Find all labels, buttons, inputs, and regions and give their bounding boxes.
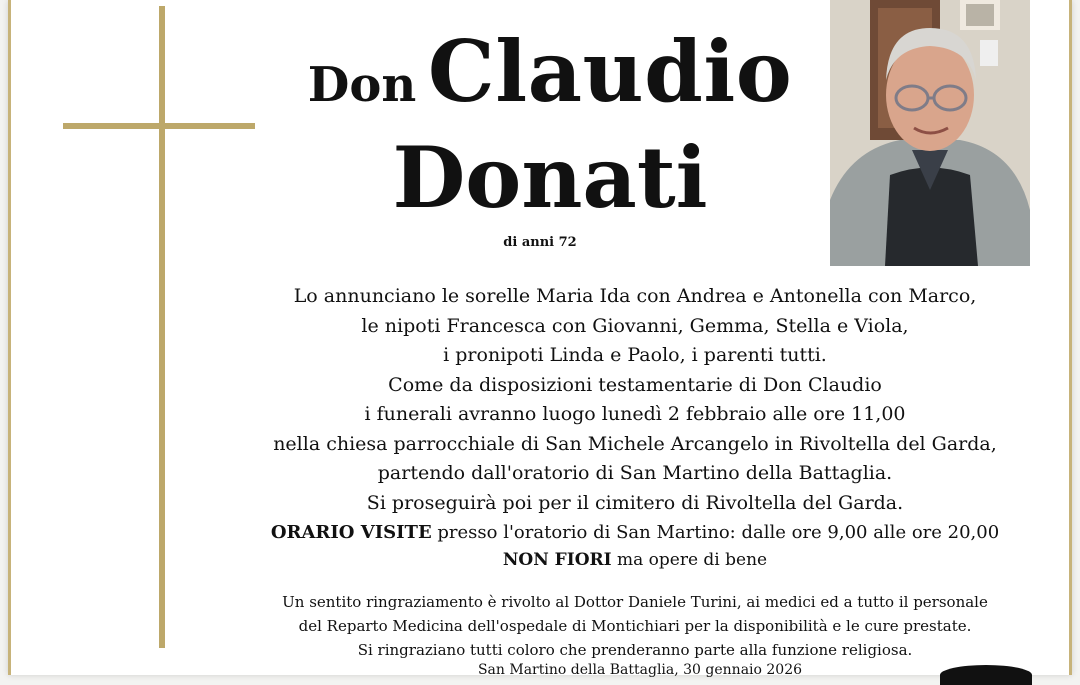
age-label: di anni 72: [503, 235, 577, 250]
name-heading-first: [270, 22, 830, 121]
flowers-label: NON FIORI: [502, 549, 612, 570]
thanks-text: [190, 590, 1080, 662]
announcement-line: Lo annunciano le sorelle Maria Ida con Andrea e Antonella con Marco,: [293, 285, 977, 307]
last-name: Donati: [392, 128, 708, 227]
portrait-illustration: [830, 0, 1030, 266]
place-date: San Martino della Battaglia, 30 gennaio 2026: [477, 662, 803, 678]
announcement-line: le nipoti Francesca con Giovanni, Gemma, Stella e Viola,: [361, 314, 909, 337]
announcement-line: Come da disposizioni testamentarie di Don Claudio: [388, 373, 882, 396]
cross-icon-vertical: [159, 6, 165, 648]
visits-line: [190, 518, 1080, 548]
cross-icon-horizontal: [63, 123, 255, 129]
flowers-text: ma opere di bene: [617, 549, 768, 570]
announcement-line: i pronipoti Linda e Paolo, i parenti tutti.: [443, 344, 827, 366]
announcement-line: i funerali avranno luogo lunedì 2 febbraio alle ore 11,00: [364, 403, 906, 425]
name-prefix: Don: [307, 57, 417, 113]
visits-text: presso l'oratorio di San Martino: dalle ore 9,00 alle ore 20,00: [437, 522, 1000, 543]
portrait-photo: [830, 0, 1030, 266]
first-name: Claudio: [427, 22, 793, 121]
corner-logo: [940, 665, 1032, 685]
announcement-line: Si proseguirà poi per il cimitero di Rivoltella del Garda.: [366, 491, 904, 514]
announcement-line: nella chiesa parrocchiale di San Michele Arcangelo in Rivoltella del Garda,: [273, 432, 997, 455]
flowers-line: [190, 548, 1080, 573]
thanks-line: Un sentito ringraziamento è rivolto al Dottor Daniele Turini, ai medici ed a tutto il personale: [282, 593, 988, 611]
visits-label: ORARIO VISITE: [270, 522, 432, 543]
announcement-line: partendo dall'oratorio di San Martino della Battaglia.: [377, 462, 893, 484]
thanks-line: Si ringraziano tutti coloro che prenderanno parte alla funzione religiosa.: [357, 641, 913, 659]
thanks-line: del Reparto Medicina dell'ospedale di Montichiari per la disponibilità e le cure prestate.: [298, 617, 972, 635]
announcement-text: [190, 282, 1080, 573]
